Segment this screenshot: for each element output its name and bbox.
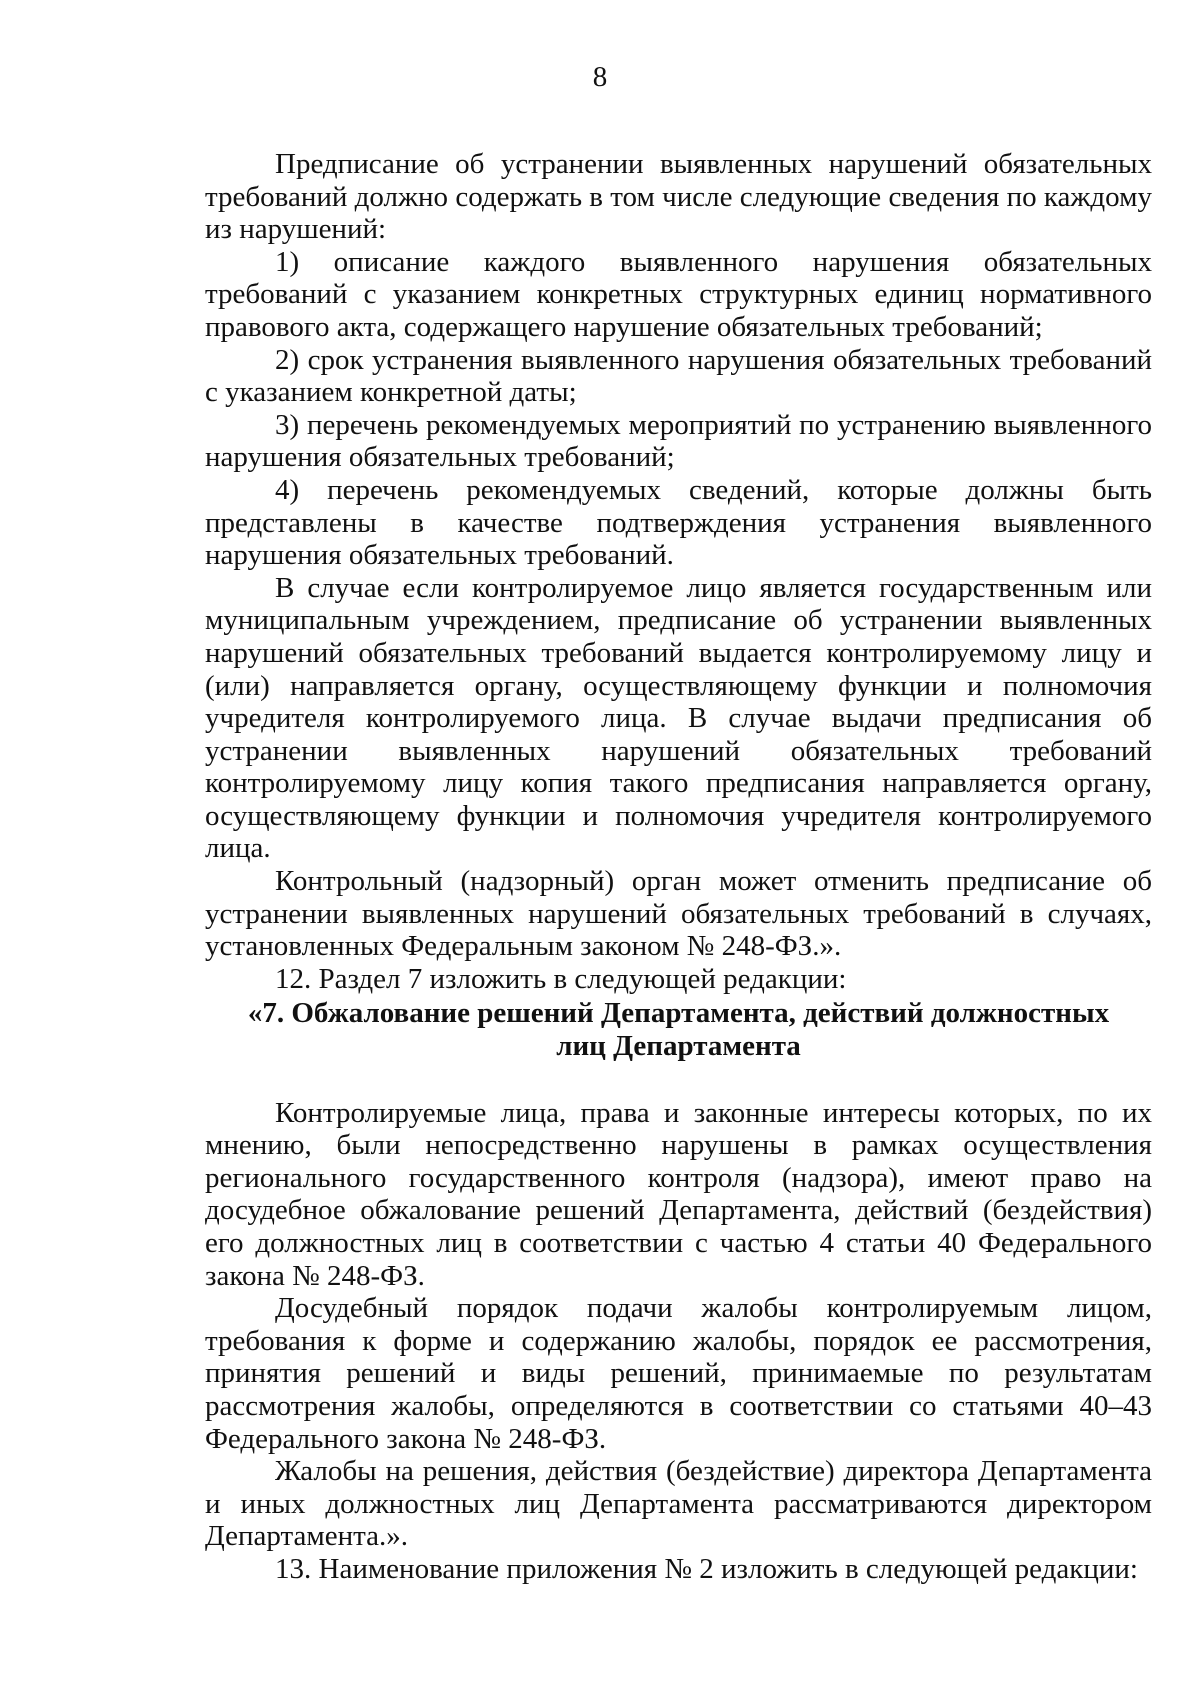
paragraph-appeal-procedure: Досудебный порядок подачи жалобы контролируемым лицом, требования к форме и содержанию жалобы, порядок ее рассмотрения, принятия решений и виды решений, принимаемые по результатам рассмотрения жалобы, определяются в соответствии со статьями 40–43 Федерального закона № 248-ФЗ. <box>205 1292 1152 1455</box>
paragraph-requirements-intro: Предписание об устранении выявленных нарушений обязательных требований должно содержать в том числе следующие сведения по каждому из нарушений: <box>205 148 1152 246</box>
document-body <box>205 148 1152 1586</box>
paragraph-item-12: 12. Раздел 7 изложить в следующей редакции: <box>275 962 847 995</box>
paragraph-cancel-order: Контрольный (надзорный) орган может отменить предписание об устранении выявленных нарушений обязательных требований в случаях, установленных Федеральным законом № 248-ФЗ.». <box>205 865 1152 963</box>
list-item-1: 1) описание каждого выявленного нарушения обязательных требований с указанием конкретных структурных единиц нормативного правового акта, содержащего нарушение обязательных требований; <box>205 245 1152 343</box>
section-heading-line-2: лиц Департамента <box>556 1030 801 1063</box>
list-item-2: 2) срок устранения выявленного нарушения обязательных требований с указанием конкретной даты; <box>205 343 1152 409</box>
section-heading <box>205 997 1152 1062</box>
page-number: 8 <box>592 61 608 93</box>
section-heading-line-1: «7. Обжалование решений Департамента, действий должностных <box>247 997 1110 1030</box>
paragraph-appeal-right: Контролируемые лица, права и законные интересы которых, по их мнению, были непосредственно нарушены в рамках осуществления регионального государственного контроля (надзора), имеют право на досудебное обжалование решений Департамента, действий (бездействия) его должностных лиц в соответствии с частью 4 статьи 40 Федерального закона № 248-ФЗ. <box>205 1096 1152 1292</box>
paragraph-complaint-review: Жалобы на решения, действия (бездействие) директора Департамента и иных должностных лиц Департамента рассматриваются директором Департамента.». <box>205 1455 1152 1553</box>
list-item-4: 4) перечень рекомендуемых сведений, которые должны быть представлены в качестве подтверждения устранения выявленного нарушения обязательных требований. <box>205 473 1152 572</box>
paragraph-item-13: 13. Наименование приложения № 2 изложить в следующей редакции: <box>275 1552 1138 1585</box>
list-item-3: 3) перечень рекомендуемых мероприятий по устранению выявленного нарушения обязательных требований; <box>205 408 1152 474</box>
paragraph-institution-case: В случае если контролируемое лицо является государственным или муниципальным учреждением, предписание об устранении выявленных нарушений обязательных требований выдается контролируемому лицу и (или) направляется органу, осуществляющему функции и полномочия учредителя контролируемого лица. В случае выдачи предписания об устранении выявленных нарушений обязательных требований контролируемому лицу копия такого предписания направляется органу, осуществляющему функции и полномочия учредителя контролируемого лица. <box>205 571 1152 865</box>
